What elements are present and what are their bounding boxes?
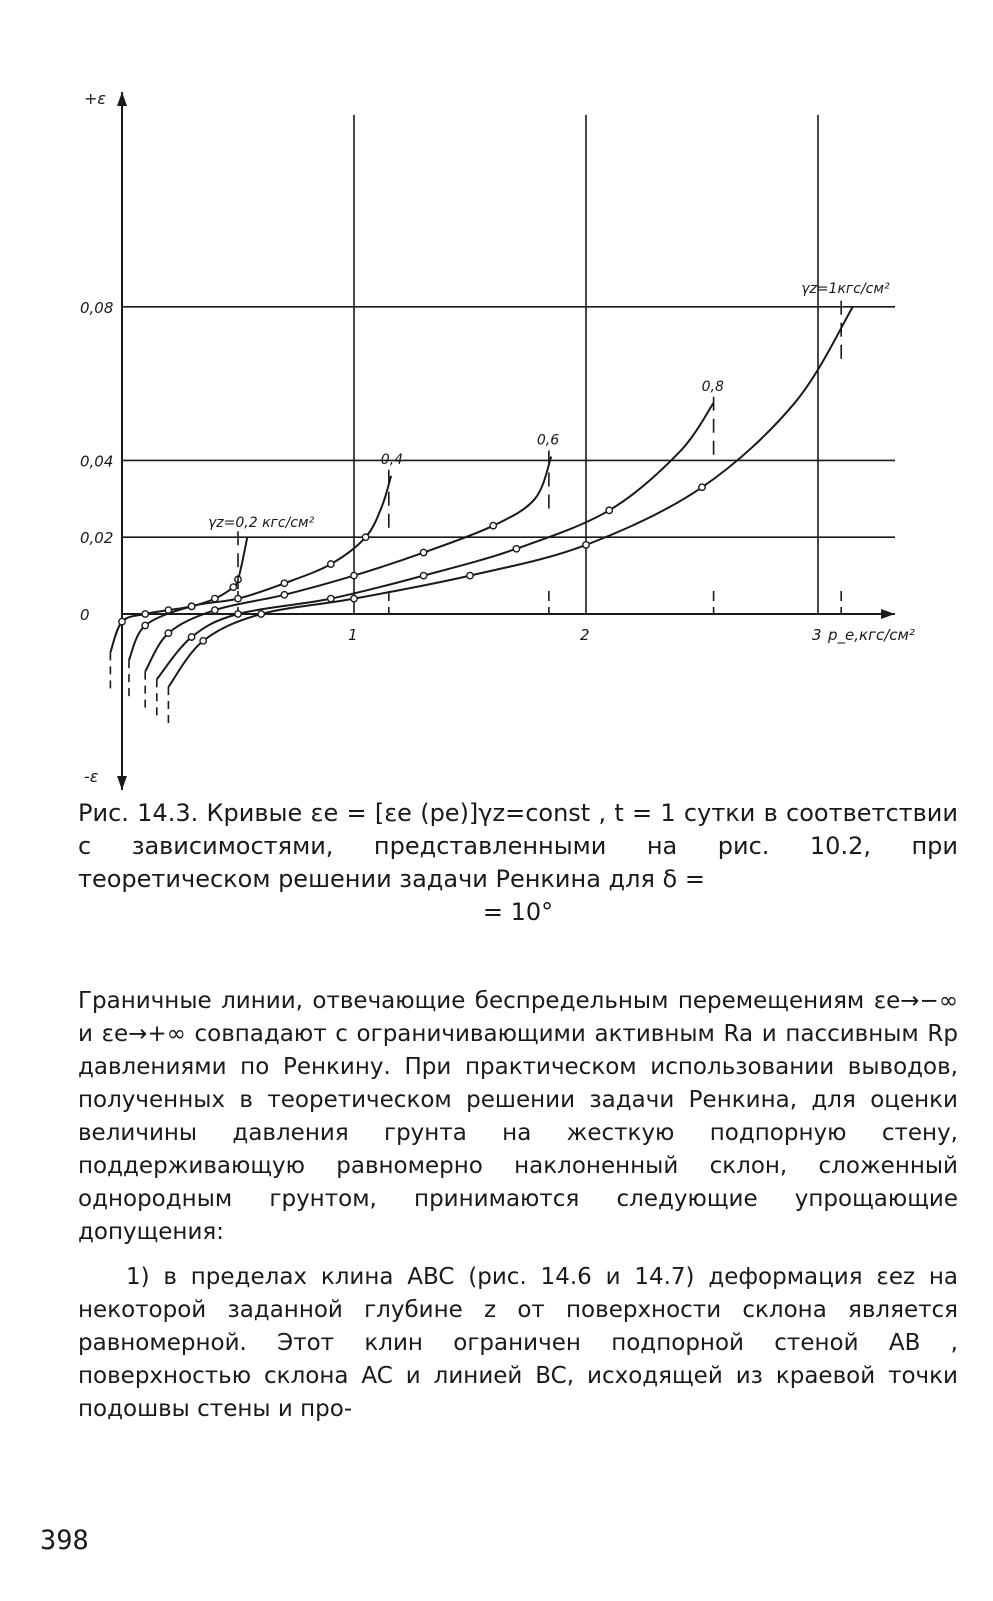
data-point [212,607,218,613]
series-line [157,403,714,679]
data-point [235,595,241,601]
data-point [281,580,287,586]
data-point [513,546,519,552]
data-point [142,622,148,628]
y-axis-negative-label: -ε [84,767,99,786]
data-point [235,611,241,617]
chart [0,0,993,800]
data-point [328,595,334,601]
data-point [230,584,236,590]
data-point [165,630,171,636]
series-label: 0,8 [701,378,724,395]
data-point [188,634,194,640]
data-point [606,507,612,513]
x-axis-arrow [881,609,895,619]
caption-formula: εe = [εe (pe)]γz=const , t = 1 [310,799,676,827]
labels-layer [80,89,915,786]
y-axis-arrow-down [117,776,127,790]
y-axis-positive-label: +ε [84,89,107,108]
paragraph-1: Граничные линии, отвечающие беспредельным перемещениям εe→−∞ и εe→+∞ совпадают с ограничивающими активным Ra и пассивным Rp давлениями по Ренкину. При практическом использовании выводов, полученных в теоретическом решении задачи Ренкина, для оценки величины давления грунта на жесткую подпорную стену, поддерживающую равномерно наклоненный склон, сложенный однородным грунтом, принимаются следующие упрощающие допущения: [78,988,958,1245]
y-tick-label: 0,02 [80,529,114,548]
data-point [258,611,264,617]
data-point [420,549,426,555]
data-point [420,572,426,578]
series-label: 0,6 [536,432,560,449]
data-point [212,595,218,601]
series-line [168,307,852,687]
x-tick-label: 2 [580,626,590,644]
series-label: γz=1кгс/см² [801,280,890,297]
series-layer [110,301,852,727]
data-point [200,638,206,644]
series-line [110,537,247,652]
caption-line2: = 10° [482,898,554,926]
y-tick-label: 0,04 [80,452,114,471]
axes [117,92,895,790]
data-point [142,611,148,617]
data-point [328,561,334,567]
data-point [281,592,287,598]
data-point [467,572,473,578]
y-tick-label: 0,08 [80,298,114,317]
page-number: 398 [40,1525,89,1556]
caption-line1-after: сутки в соответствии с зависимостями, представленными на рис. 10.2, при теоретическом решении задачи Ренкина для δ = [78,799,959,893]
y-axis-arrow-up [117,92,127,106]
data-point [188,603,194,609]
data-point [351,572,357,578]
body-text [78,985,958,1438]
x-tick-label: 3 [812,626,822,644]
data-point [119,618,125,624]
paragraph-2: 1) в пределах клина ABC (рис. 14.6 и 14.7) деформация εez на некоторой заданной глубине z от поверхности склона является равномерной. Этот клин ограничен подпорной стеной AB , поверхностью склона AC и линией BC, исходящей из краевой точки подошвы стены и про- [78,1264,958,1422]
series-label: γz=0,2 кгс/см² [208,515,315,532]
x-tick-label: 1 [348,626,358,644]
data-point [351,595,357,601]
figure-caption [78,797,958,929]
data-point [583,542,589,548]
series-label: 0,4 [380,451,404,468]
data-point [699,484,705,490]
x-axis-label: p_e,кгс/см² [828,626,915,644]
data-point [490,522,496,528]
data-point [362,534,368,540]
caption-line1-before: Рис. 14.3. Кривые [78,799,303,827]
y-tick-label: 0 [80,606,90,624]
